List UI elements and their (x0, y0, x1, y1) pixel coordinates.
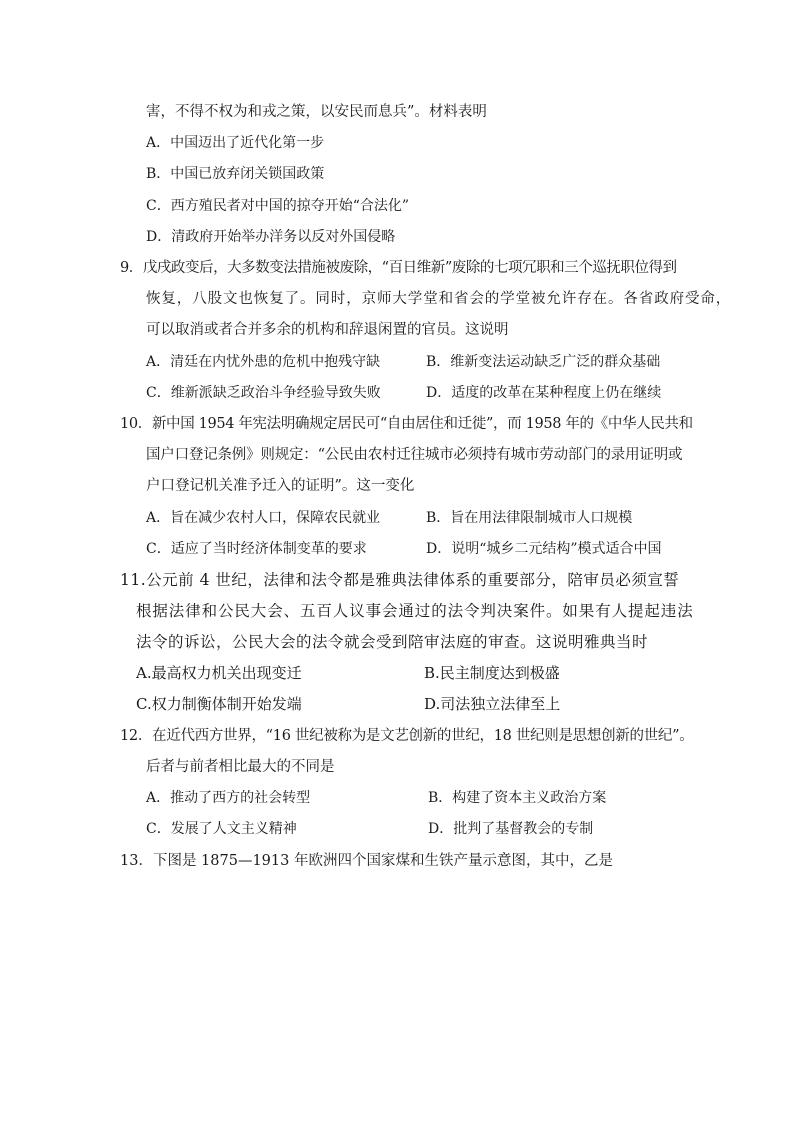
q11-option-d: D.司法独立法律至上 (424, 695, 561, 713)
q12-option-b: B．构建了资本主义政治方案 (428, 790, 607, 806)
q9-option-b: B．维新变法运动缺乏广泛的群众基础 (426, 354, 661, 370)
q11-option-b: B.民主制度达到极盛 (424, 664, 560, 682)
q10-stem-line-2: 国户口登记条例》则规定：“公民由农村迁往城市必须持有城市劳动部门的录用证明或 (146, 447, 683, 463)
q11-stem-line-1: 11.公元前 4 世纪，法律和法令都是雅典法律体系的重要部分，陪审员必须宣誓 (120, 571, 680, 589)
q8-option-d: D．清政府开始举办洋务以反对外国侵略 (146, 229, 396, 245)
q10-option-d: D．说明“城乡二元结构”模式适合中国 (426, 541, 662, 557)
q8-option-a: A．中国迈出了近代化第一步 (146, 135, 325, 151)
q10-option-a: A．旨在减少农村人口，保障农民就业 (146, 510, 381, 526)
q9-stem-line-1: 9．戊戌政变后，大多数变法措施被废除，“百日维新”废除的七项冗职和三个巡抚职位得到 (120, 260, 677, 276)
q10-option-b: B．旨在用法律限制城市人口规模 (426, 510, 633, 526)
q9-stem-line-2: 恢复，八股文也恢复了。同时，京师大学堂和省会的学堂被允许存在。各省政府受命， (146, 291, 732, 307)
q12-option-c: C．发展了人文主义精神 (146, 821, 297, 837)
q10-option-c: C．适应了当时经济体制变革的要求 (146, 541, 367, 557)
q13-stem: 13．下图是 1875—1913 年欧洲四个国家煤和生铁产量示意图，其中，乙是 (120, 853, 613, 869)
q11-stem-line-2: 根据法律和公民大会、五百人议事会通过的法令判决案件。如果有人提起违法 (136, 602, 694, 620)
q9-option-c: C．维新派缺乏政治斗争经验导致失败 (146, 385, 381, 401)
q11-option-a: A.最高权力机关出现变迁 (136, 664, 302, 682)
q9-option-d: D．适度的改革在某种程度上仍在继续 (426, 385, 662, 401)
q11-option-c: C.权力制衡体制开始发端 (136, 695, 302, 713)
q10-stem-line-1: 10．新中国 1954 年宪法明确规定居民可“自由居住和迁徙”，而 1958 年的《中华人民共和 (120, 416, 693, 432)
q10-stem-line-3: 户口登记机关准予迁入的证明”。这一变化 (146, 478, 415, 494)
q9-option-a: A．清廷在内忧外患的危机中抱残守缺 (146, 354, 381, 370)
q12-stem-line-2: 后者与前者相比最大的不同是 (146, 759, 335, 775)
q11-stem-line-3: 法令的诉讼，公民大会的法令就会受到陪审法庭的审查。这说明雅典当时 (136, 633, 649, 651)
q12-option-a: A．推动了西方的社会转型 (146, 790, 311, 806)
q9-stem-line-3: 可以取消或者合并多余的机构和辞退闲置的官员。这说明 (146, 322, 509, 338)
q8-option-b: B．中国已放弃闭关锁国政策 (146, 166, 325, 182)
q12-option-d: D．批判了基督教会的专制 (428, 821, 594, 837)
q12-stem-line-1: 12．在近代西方世界，“16 世纪被称为是文艺创新的世纪，18 世纪则是思想创新的世纪”。 (120, 728, 694, 744)
q8-stem-continuation: 害，不得不权为和戎之策，以安民而息兵”。材料表明 (146, 104, 487, 120)
q8-option-c: C．西方殖民者对中国的掠夺开始“合法化” (146, 198, 410, 214)
